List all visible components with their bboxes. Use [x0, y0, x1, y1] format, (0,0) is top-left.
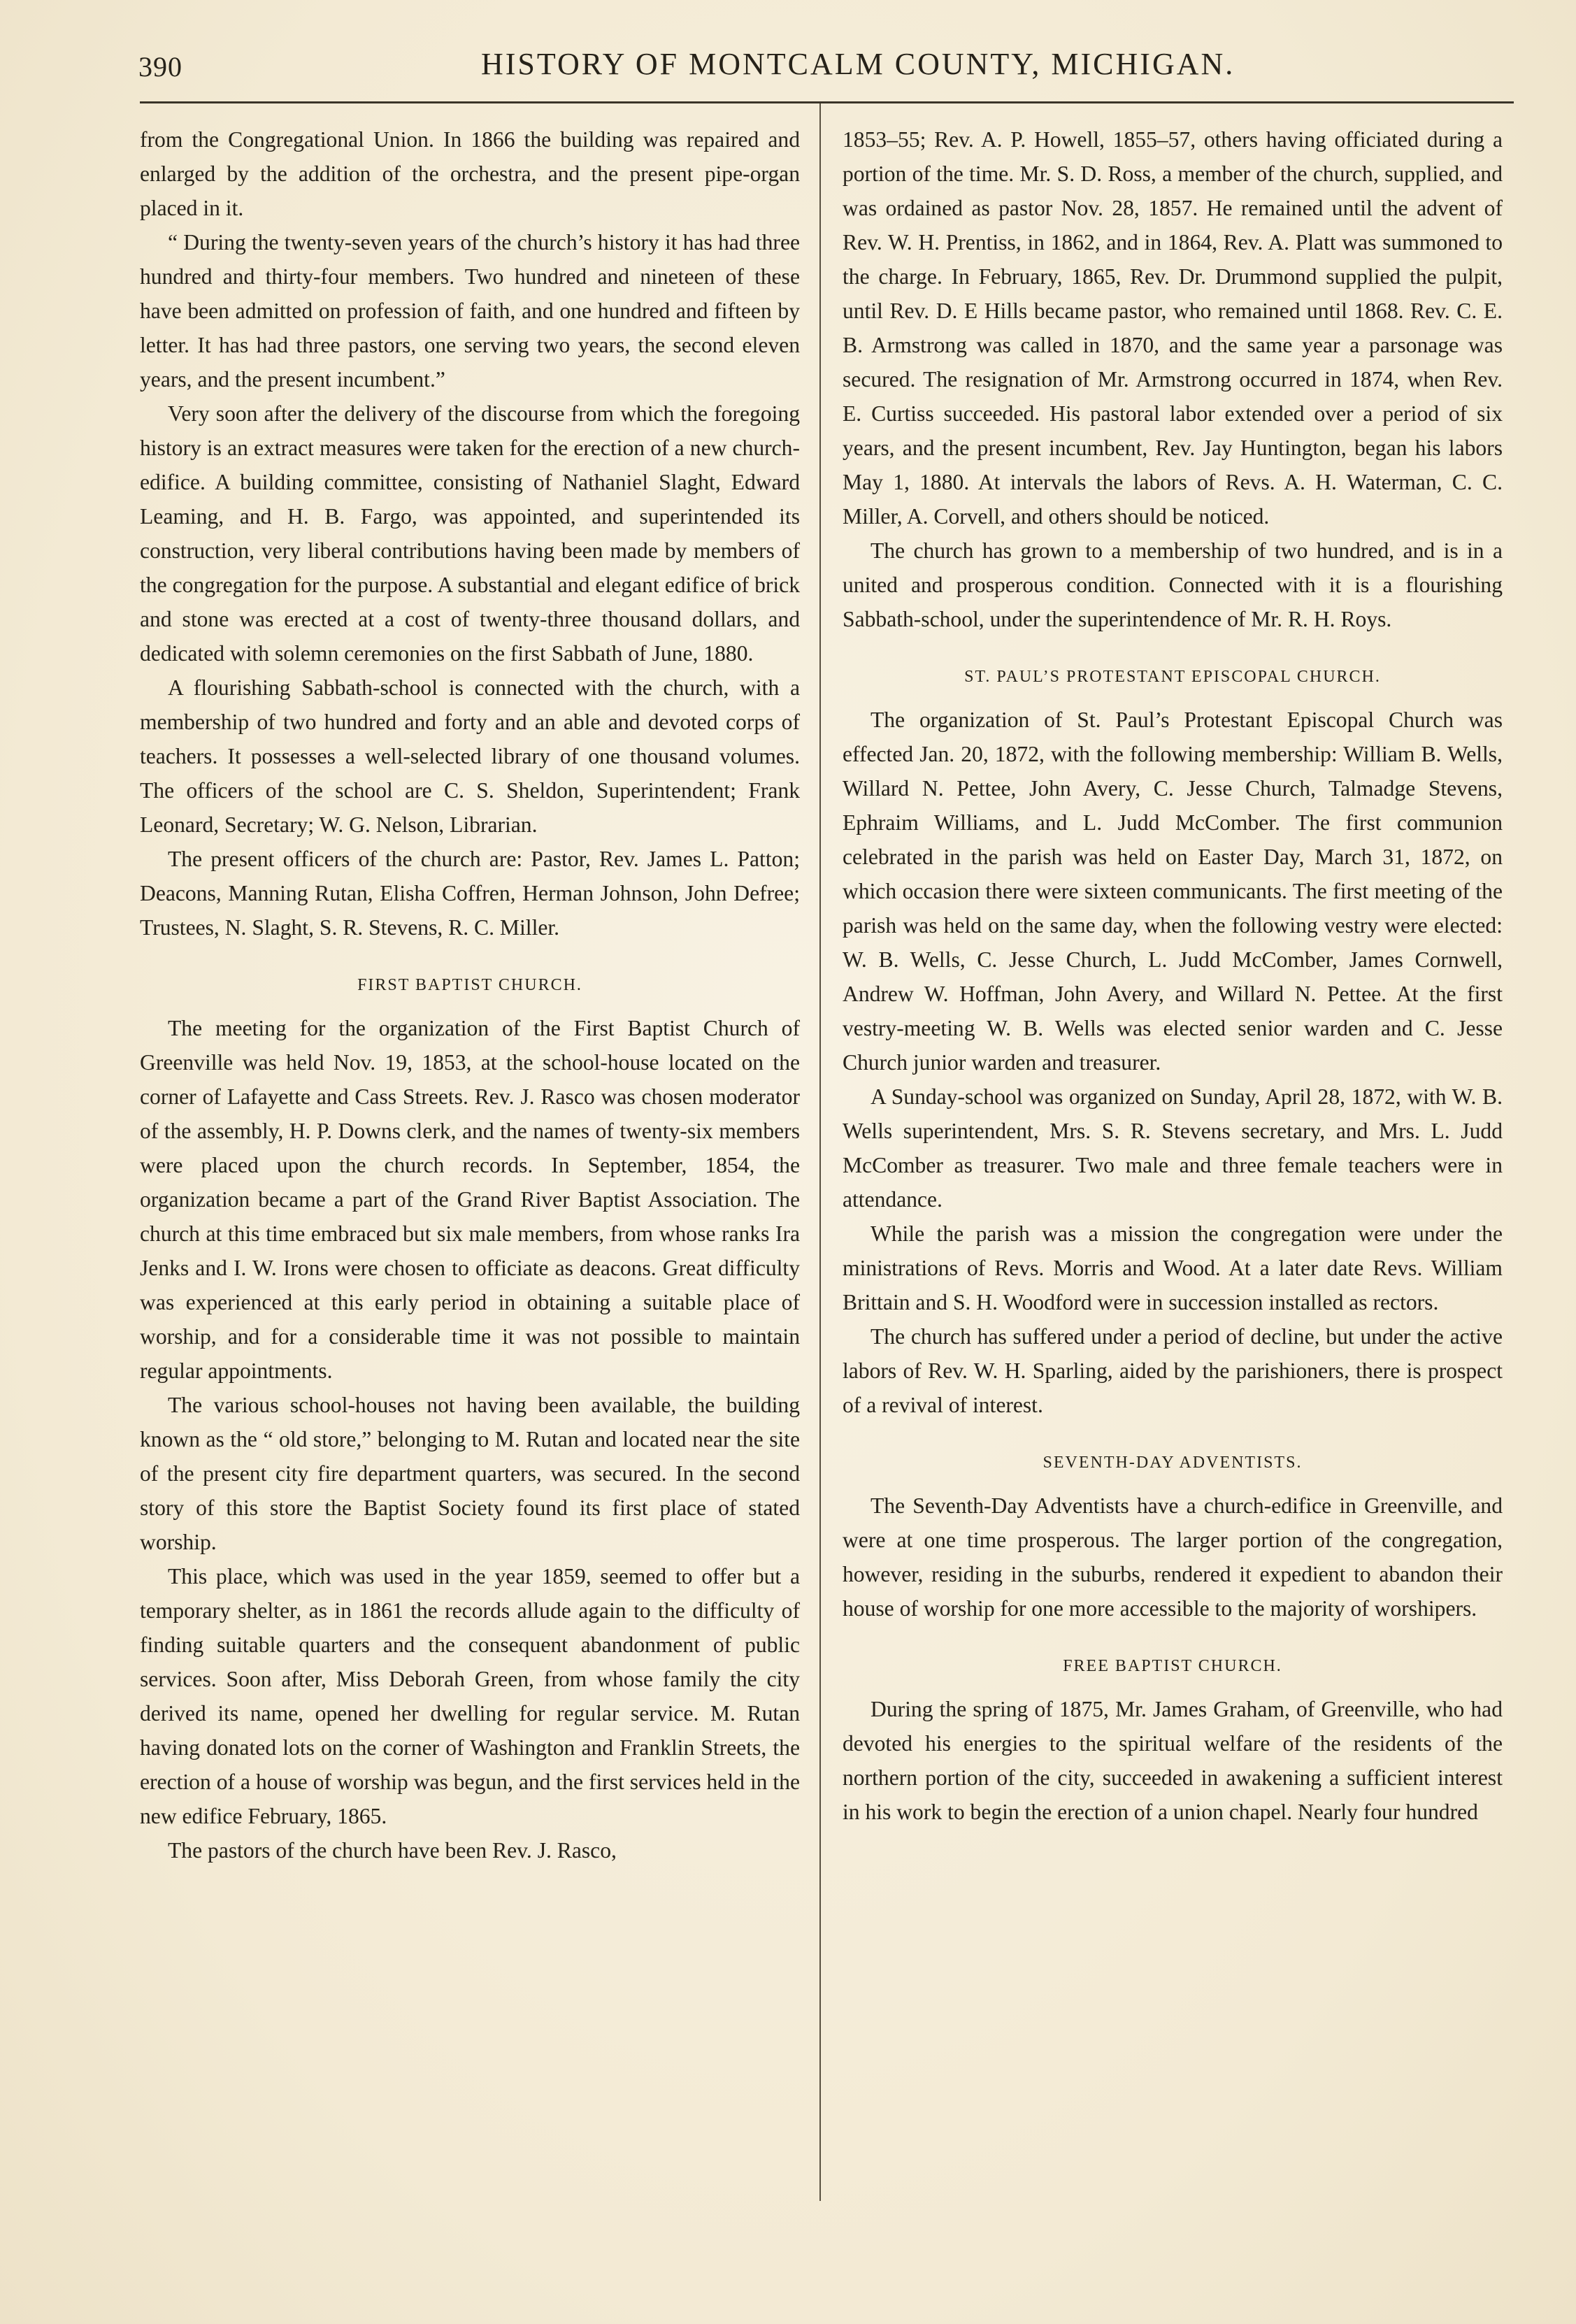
section-heading: ST. PAUL’S PROTESTANT EPISCOPAL CHURCH.	[964, 668, 1381, 686]
paragraph: While the parish was a mission the congregation were under the ministrations of Revs. Morris and Wood. At a later date Revs. William Brittain and S. H. Woodford were in succession installed as rectors.	[843, 1221, 1503, 1314]
paragraph: The Seventh-Day Adventists have a church-edifice in Greenville, and were at one time prosperous. The larger portion of the congregation, however, residing in the suburbs, rendered it expedient to abandon their house of worship for one more accessible to the majority of worshipers.	[843, 1493, 1503, 1621]
section-heading: FREE BAPTIST CHURCH.	[1063, 1657, 1282, 1675]
paragraph: “ During the twenty-seven years of the church’s history it has had three hundred and thirty-four members. Two hundred and nineteen of these have been admitted on profession of faith, and one hundred and fifteen by letter. It has had three pastors, one serving two years, the second eleven years, and the present incumbent.”	[140, 230, 800, 392]
paragraph: 1853–55; Rev. A. P. Howell, 1855–57, others having officiated during a portion of the time. Mr. S. D. Ross, a member of the church, supplied, and was ordained as pastor Nov. 28, 1857. He remained until the advent of Rev. W. H. Prentiss, in 1862, and in 1864, Rev. A. Platt was summoned to the charge. In February, 1865, Rev. Dr. Drummond supplied the pulpit, until Rev. D. E Hills became pastor, who remained until 1868. Rev. C. E. B. Armstrong was called in 1870, and the same year a parsonage was secured. The resignation of Mr. Armstrong occurred in 1874, when Rev. E. Curtiss succeeded. His pastoral labor extended over a period of six years, and the present incumbent, Rev. Jay Huntington, began his labors May 1, 1880. At intervals the labors of Revs. A. H. Waterman, C. C. Miller, A. Corvell, and others should be noticed.	[843, 127, 1503, 529]
right-column	[843, 122, 1503, 1829]
paragraph: Very soon after the delivery of the discourse from which the foregoing history is an extract measures were taken for the erection of a new church-edifice. A building committee, consisting of Nathaniel Slaght, Edward Leaming, and H. B. Fargo, was appointed, and superintended its construction, very liberal contributions having been made by members of the congregation for the purpose. A substantial and elegant edifice of brick and stone was erected at a cost of twenty-three thousand dollars, and dedicated with solemn ceremonies on the first Sabbath of June, 1880.	[140, 401, 800, 666]
section-heading: FIRST BAPTIST CHURCH.	[357, 976, 582, 994]
header-rule	[140, 101, 1514, 103]
paragraph: The meeting for the organization of the First Baptist Church of Greenville was held Nov. 19, 1853, at the school-house located on the corner of Lafayette and Cass Streets. Rev. J. Rasco was chosen moderator of the assembly, H. P. Downs clerk, and the names of twenty-six members were placed upon the church records. In September, 1854, the organization became a part of the Grand River Baptist Association. The church at this time embraced but six male members, from whose ranks Ira Jenks and I. W. Irons were chosen to officiate as deacons. Great difficulty was experienced at this early period in obtaining a suitable place of worship, and for a considerable time it was not possible to maintain regular appointments.	[140, 1016, 800, 1383]
paragraph: The pastors of the church have been Rev. J. Rasco,	[168, 1838, 617, 1863]
paragraph: A Sunday-school was organized on Sunday, April 28, 1872, with W. B. Wells superintendent, Mrs. S. R. Stevens secretary, and Mrs. L. Judd McComber as treasurer. Two male and three female teachers were in attendance.	[843, 1084, 1503, 1212]
running-title: HISTORY OF MONTCALM COUNTY, MICHIGAN.	[481, 47, 1235, 81]
page-number: 390	[138, 51, 182, 83]
paragraph: The church has grown to a membership of two hundred, and is in a united and prosperous condition. Connected with it is a flourishing Sabbath-school, under the superintendence of Mr. R. H. Roys.	[843, 538, 1503, 631]
page-header	[133, 43, 1514, 92]
paragraph: The various school-houses not having been available, the building known as the “ old store,” belonging to M. Rutan and located near the site of the present city fire department quarters, was secured. In the second story of this store the Baptist Society found its first place of stated worship.	[140, 1393, 800, 1554]
paragraph: During the spring of 1875, Mr. James Graham, of Greenville, who had devoted his energies to the spiritual welfare of the residents of the northern portion of the city, succeeded in awakening a sufficient interest in his work to begin the erection of a union chapel. Nearly four hundred	[843, 1697, 1503, 1824]
paragraph: The church has suffered under a period of decline, but under the active labors of Rev. W. H. Sparling, aided by the parishioners, there is prospect of a revival of interest.	[843, 1324, 1503, 1417]
paragraph: The organization of St. Paul’s Protestant Episcopal Church was effected Jan. 20, 1872, with the following membership: William B. Wells, Willard N. Pettee, John Avery, C. Jesse Church, Talmadge Stevens, Ephraim Williams, and L. Judd McComber. The first communion celebrated in the parish was held on Easter Day, March 31, 1872, on which occasion there were sixteen communicants. The first meeting of the parish was held on the same day, when the following vestry were elected: W. B. Wells, C. Jesse Church, L. Judd McComber, James Cornwell, Andrew W. Hoffman, John Avery, and Willard N. Pettee. At the first vestry-meeting W. B. Wells was elected senior warden and C. Jesse Church junior warden and treasurer.	[843, 708, 1503, 1075]
paragraph: The present officers of the church are: Pastor, Rev. James L. Patton; Deacons, Manning Rutan, Elisha Coffren, Herman Johnson, John Defree; Trustees, N. Slaght, S. R. Stevens, R. C. Miller.	[140, 847, 800, 940]
paragraph: A flourishing Sabbath-school is connected with the church, with a membership of two hundred and forty and an able and devoted corps of teachers. It possesses a well-selected library of one thousand volumes. The officers of the school are C. S. Sheldon, Superintendent; Frank Leonard, Secretary; W. G. Nelson, Librarian.	[140, 675, 800, 837]
left-column	[140, 122, 800, 1867]
paragraph: This place, which was used in the year 1859, seemed to offer but a temporary shelter, as in 1861 the records allude again to the difficulty of finding suitable quarters and the consequent abandonment of public services. Soon after, Miss Deborah Green, from whose family the city derived its name, opened her dwelling for regular service. M. Rutan having donated lots on the corner of Washington and Franklin Streets, the erection of a house of worship was begun, and the first services held in the new edifice February, 1865.	[140, 1564, 800, 1828]
paragraph: from the Congregational Union. In 1866 the building was repaired and enlarged by the addition of the orchestra, and the present pipe-organ placed in it.	[140, 127, 800, 220]
column-divider	[819, 103, 821, 2201]
section-heading: SEVENTH-DAY ADVENTISTS.	[1043, 1454, 1303, 1472]
